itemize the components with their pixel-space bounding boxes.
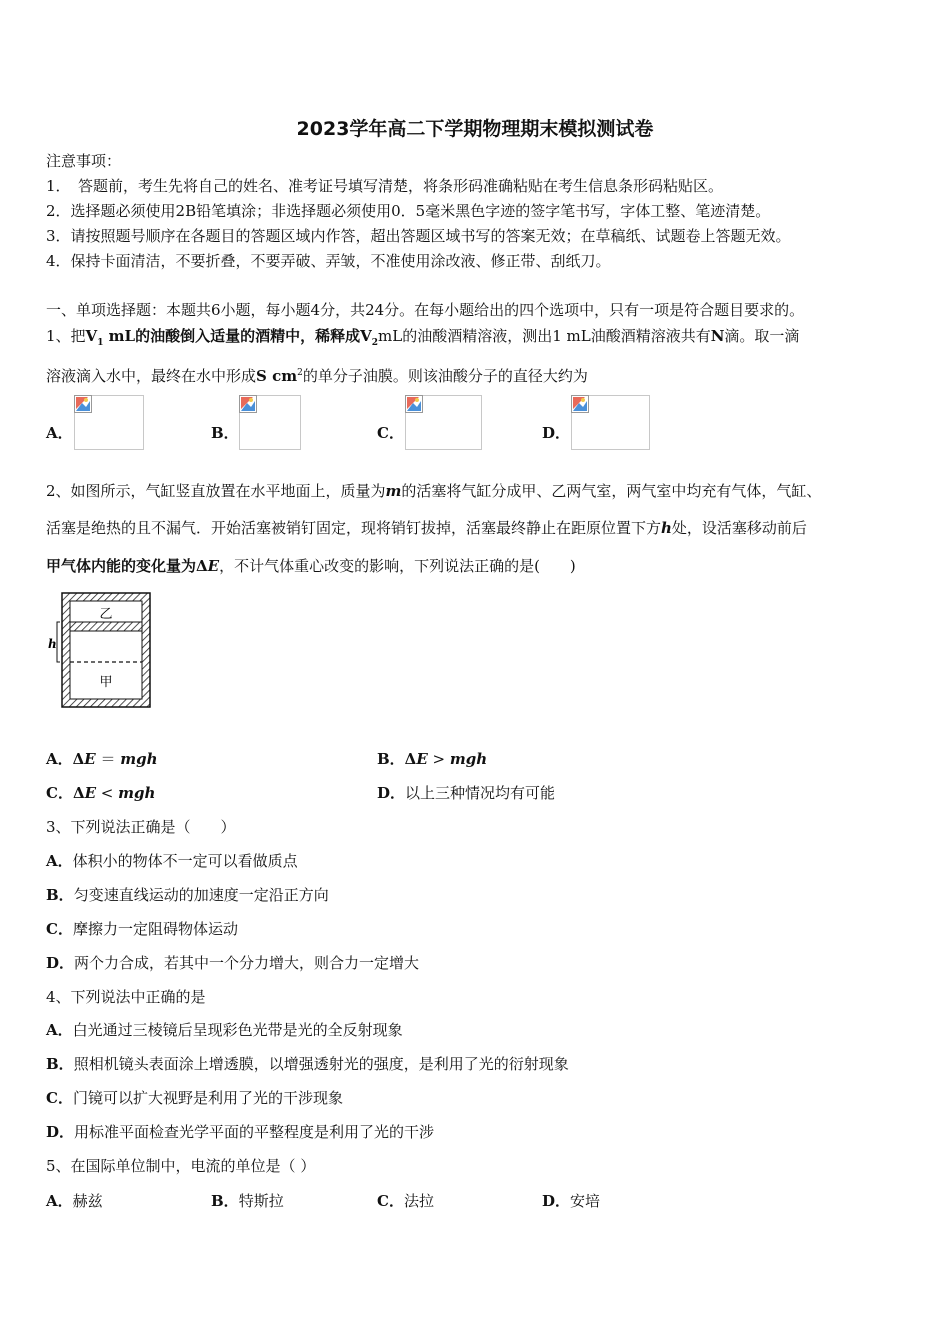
var-n: N	[710, 327, 725, 345]
q4-option-a	[46, 1020, 403, 1040]
q3-option-d	[46, 953, 419, 973]
option-label: D．	[377, 784, 406, 802]
option-text: 安培	[570, 1192, 601, 1210]
q2-option-a	[46, 749, 158, 769]
chamber-lower-label: 甲	[99, 675, 113, 690]
option-text: 以上三种情况均有可能	[405, 784, 556, 802]
question-1-stem-line1	[46, 326, 799, 353]
option-text: 照相机镜头表面涂上增透膜，以增强透射光的强度，是利用了光的衍射现象	[73, 1055, 569, 1073]
question-2-stem-line3	[46, 556, 576, 576]
q5-option-b	[211, 1191, 284, 1211]
text-fragment: cm	[266, 367, 298, 385]
option-label: D．	[542, 1192, 571, 1210]
option-text: 赫兹	[72, 1192, 103, 1210]
q1-option-c-label: C．	[377, 424, 404, 442]
option-label: B．	[46, 886, 74, 904]
q1-option-b-label: B．	[211, 424, 239, 442]
q1-option-d-label: D．	[542, 424, 571, 442]
option-text: 法拉	[403, 1192, 434, 1210]
text-fragment: 的单分子油膜。则该油酸分子的直径大约为	[302, 367, 588, 385]
superscript: 2	[297, 368, 303, 378]
option-label: A．	[46, 1192, 73, 1210]
option-label: B．	[211, 1192, 239, 1210]
option-label: A．	[46, 852, 73, 870]
var-v: V	[85, 327, 98, 345]
option-text: 特斯拉	[238, 1192, 284, 1210]
subscript: 1	[97, 338, 104, 348]
text-fragment: 活塞是绝热的且不漏气．开始活塞被销钉固定，现将销钉拔掉，活塞最终静止在距原位置下方	[46, 519, 662, 537]
broken-image-icon	[239, 395, 257, 413]
piston	[70, 622, 142, 631]
var-e: E	[84, 750, 96, 768]
notice-item: 1． 答题前，考生先将自己的姓名、准考证号填写清楚，将条形码准确粘贴在考生信息条形码粘贴区。	[46, 177, 724, 195]
q3-option-a	[46, 851, 298, 871]
option-label: A．Δ	[46, 750, 85, 768]
option-text: 门镜可以扩大视野是利用了光的干涉现象	[72, 1089, 343, 1107]
text-fragment: 溶液滴入水中，最终在水中形成	[46, 367, 257, 385]
question-2-stem-line1	[46, 481, 821, 501]
question-1-stem-line2	[46, 363, 588, 386]
option-text: 体积小的物体不一定可以看做质点	[72, 852, 298, 870]
question-4-stem: 4、下列说法中正确的是	[46, 988, 206, 1006]
text-fragment: 的活塞将气缸分成甲、乙两气室，两气室中均充有气体，气缸、	[401, 482, 822, 500]
option-label: D．	[46, 1123, 75, 1141]
var-e: E	[207, 557, 220, 575]
var-e: E	[84, 784, 97, 802]
text-fragment: 甲气体内能的变化量为Δ	[46, 557, 208, 575]
option-label: B．Δ	[377, 750, 417, 768]
option-label: C．	[377, 1192, 404, 1210]
option-label: C．	[46, 920, 73, 938]
option-label: C．Δ	[46, 784, 85, 802]
option-text: 匀变速直线运动的加速度一定沿正方向	[73, 886, 329, 904]
var-v: V	[360, 327, 372, 345]
option-text: 两个力合成，若其中一个分力增大，则合力一定增大	[74, 954, 420, 972]
option-text: 白光通过三棱镜后呈现彩色光带是光的全反射现象	[72, 1021, 403, 1039]
question-2-stem-line2	[46, 518, 807, 538]
notice-item: 3．请按照题号顺序在各题目的答题区域内作答，超出答题区域书写的答案无效；在草稿纸、试题卷上答题无效。	[46, 227, 791, 245]
text-fragment: mL的油酸酒精溶液，测出1 mL油酸酒精溶液共有	[378, 327, 711, 345]
broken-image-icon	[571, 395, 589, 413]
option-text: 摩擦力一定阻碍物体运动	[72, 920, 238, 938]
text-fragment: 2、如图所示，气缸竖直放置在水平地面上，质量为	[46, 482, 386, 500]
q4-option-b	[46, 1054, 569, 1074]
q5-option-c	[377, 1191, 434, 1211]
var-v1	[85, 327, 104, 348]
question-3-stem: 3、下列说法正确是（ ）	[46, 818, 236, 836]
var-mgh: mgh	[118, 784, 156, 802]
text-fragment: ，不计气体重心改变的影响，下列说法正确的是( )	[219, 557, 576, 575]
q2-option-d	[377, 783, 555, 803]
var-m: m	[385, 482, 402, 500]
h-bracket	[57, 622, 60, 662]
text-fragment: 滴。取一滴	[724, 327, 800, 345]
option-text: 用标准平面检查光学平面的平整程度是利用了光的干涉	[74, 1123, 435, 1141]
q2-option-c	[46, 783, 155, 803]
notice-heading: 注意事项：	[46, 152, 122, 170]
text-fragment: <	[96, 784, 119, 802]
q4-option-d	[46, 1122, 434, 1142]
broken-image-icon	[405, 395, 423, 413]
var-mgh: mgh	[120, 750, 158, 768]
page-title: 2023学年高二下学期物理期末模拟测试卷	[296, 118, 654, 140]
text-fragment: >	[427, 750, 450, 768]
q3-option-b	[46, 885, 329, 905]
var-e: E	[416, 750, 428, 768]
notice-item: 2．选择题必须使用2B铅笔填涂；非选择题必须使用0．5毫米黑色字迹的签字笔书写，字体工整、笔迹清楚。	[46, 202, 771, 220]
text-fragment: 1、把	[46, 327, 86, 345]
h-label: h	[48, 637, 57, 651]
cylinder-diagram	[44, 590, 156, 710]
q1-option-a-label: A．	[46, 424, 73, 442]
broken-image-icon	[74, 395, 92, 413]
var-h: h	[661, 519, 672, 537]
q5-option-a	[46, 1191, 103, 1211]
option-label: D．	[46, 954, 75, 972]
text-fragment: ＝	[95, 750, 121, 768]
var-s: S	[256, 367, 267, 385]
text-fragment: 处，设活塞移动前后	[671, 519, 807, 537]
var-mgh: mgh	[449, 750, 488, 768]
text-fragment: mL的油酸倒入适量的酒精中，稀释成	[103, 327, 361, 345]
option-label: C．	[46, 1089, 73, 1107]
var-v2	[360, 327, 379, 348]
option-label: A．	[46, 1021, 73, 1039]
q5-option-d	[542, 1191, 600, 1211]
notice-item: 4．保持卡面清洁，不要折叠，不要弄破、弄皱，不准使用涂改液、修正带、刮纸刀。	[46, 252, 611, 270]
q2-option-b	[377, 749, 487, 769]
chamber-upper-label: 乙	[99, 607, 113, 622]
option-label: B．	[46, 1055, 74, 1073]
subscript: 2	[371, 338, 379, 348]
q4-option-c	[46, 1088, 343, 1108]
question-5-stem: 5、在国际单位制中，电流的单位是（ ）	[46, 1157, 316, 1175]
section-heading: 一、单项选择题：本题共6小题，每小题4分，共24分。在每小题给出的四个选项中，只有一项是符合题目要求的。	[46, 301, 805, 319]
q3-option-c	[46, 919, 238, 939]
